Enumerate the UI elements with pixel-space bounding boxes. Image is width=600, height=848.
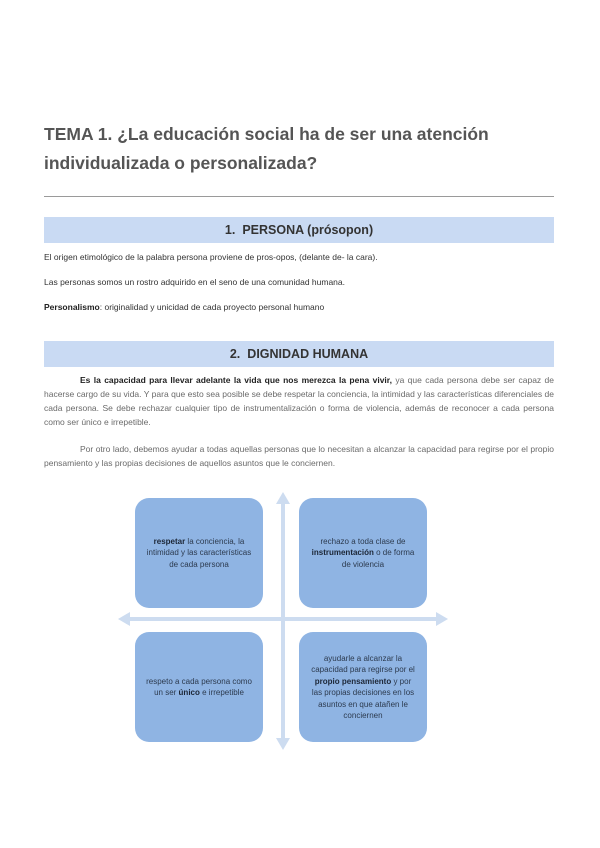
- arrow-right-icon: [436, 612, 448, 626]
- box-1-text: la conciencia, la intimidad y las características de cada persona: [146, 536, 252, 569]
- section-1-heading: PERSONA (prósopon): [242, 223, 374, 237]
- title-divider: [44, 196, 554, 197]
- section-2-number: 2.: [229, 347, 241, 361]
- box-2-text-pre: rechazo a toda clase de: [320, 536, 406, 546]
- section-1-banner: [44, 217, 554, 243]
- section-1-number: 1.: [224, 223, 236, 237]
- title-line-1: TEMA 1. ¿La educación social ha de ser una atención: [44, 124, 489, 144]
- dignity-matrix-diagram: [118, 490, 448, 752]
- dignity-explanation: ya que cada persona debe ser capaz de hacerse cargo de su vida. Y para que esto sea posible se debe respetar la conciencia, la intimidad y las características diferenciales de cada persona. Se debe rechazar cualquier tipo de instrumentalización o forma de violencia, además de reconocer a cada persona como ser único e irrepetible.: [44, 375, 554, 427]
- title-line-2: individualizada o personalizada?: [44, 153, 318, 173]
- personalismo-term: Personalismo: [44, 302, 100, 312]
- arrow-up-icon: [276, 492, 290, 504]
- quadrant-box-reject-instrumentation: [299, 498, 427, 608]
- box-3-text-post: e irrepetible: [199, 688, 244, 697]
- box-3-text-pre: respeto a cada persona como un ser: [146, 676, 252, 697]
- document-title: [44, 120, 564, 178]
- personalismo-definition: : originalidad y unicidad de cada proyecto personal humano: [99, 302, 325, 312]
- box-1-keyword: respetar: [153, 536, 186, 546]
- box-4-keyword: propio pensamiento: [314, 676, 392, 686]
- dignity-definition: Es la capacidad para llevar adelante la vida que nos merezca la pena vivir,: [80, 375, 392, 385]
- box-4-text-post: y por las propias decisiones en los asuntos en que atañen le conciernen: [311, 676, 415, 720]
- section-1-paragraph-2: Las personas somos un rostro adquirido en el seno de una comunidad humana.: [44, 277, 345, 287]
- box-3-keyword: único: [178, 688, 200, 697]
- section-2-banner: [44, 341, 554, 367]
- arrow-left-icon: [118, 612, 130, 626]
- section-1-paragraph-1: El origen etimológico de la palabra persona proviene de pros-opos, (delante de- la cara).: [44, 252, 378, 262]
- section-1-paragraph-3: [44, 300, 554, 314]
- quadrant-box-respect-conscience: [135, 498, 263, 608]
- section-2-heading: DIGNIDAD HUMANA: [247, 347, 369, 361]
- section-2-paragraph-1: [44, 373, 554, 429]
- section-2-paragraph-2: Por otro lado, debemos ayudar a todas aquellas personas que lo necesitan a alcanzar la capacidad para regirse por el propio pensamiento y las propias decisiones de aquellos asuntos que le conciernen.: [44, 444, 554, 468]
- quadrant-box-own-thinking: [299, 632, 427, 742]
- box-2-keyword: instrumentación: [311, 548, 374, 558]
- quadrant-box-unique-person: [135, 632, 263, 742]
- box-4-text-pre: ayudarle a alcanzar la capacidad para regirse por el: [311, 653, 415, 674]
- box-2-text-post: o de forma de violencia: [341, 548, 415, 569]
- arrow-down-icon: [276, 738, 290, 750]
